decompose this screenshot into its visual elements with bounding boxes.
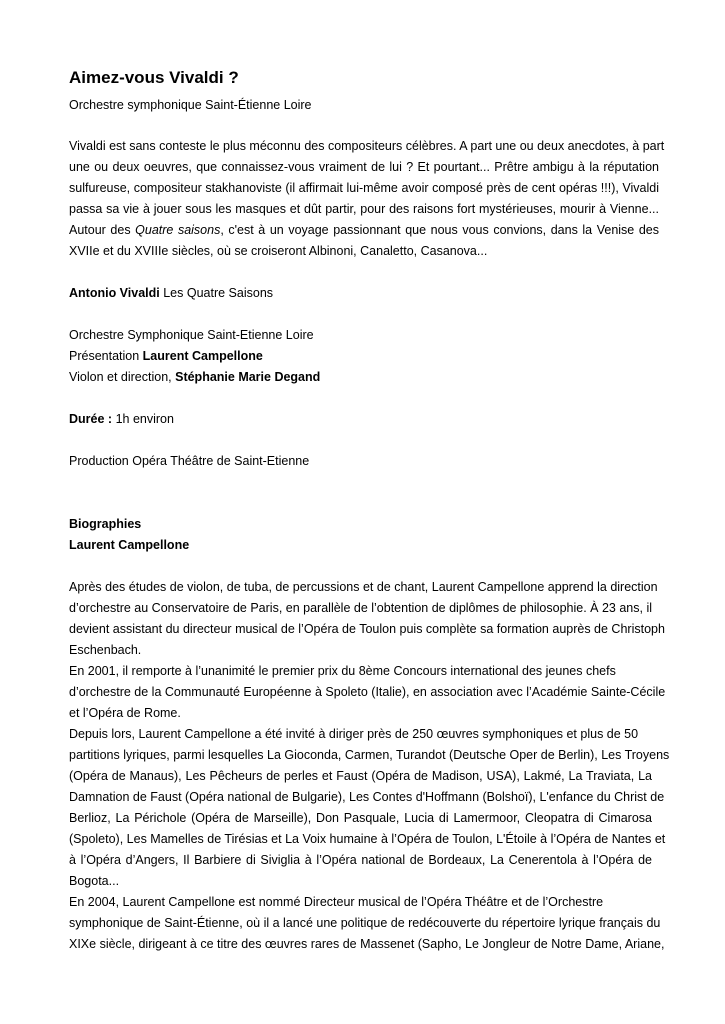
- intro-line: sulfureuse, compositeur stakhanoviste (il affirmait lui-même avoir composé près de cent opéras !!!), Vivaldi: [69, 181, 659, 195]
- production: [69, 451, 309, 472]
- biographies-header: [69, 514, 189, 556]
- bio-line: Eschenbach.: [69, 643, 142, 657]
- presentation-name: Laurent Campellone: [142, 349, 263, 363]
- bio-line: d’orchestre de la Communauté Européenne à Spoleto (Italie), en association avec l’Académie Sainte-Cécile: [69, 685, 666, 699]
- duration: [69, 409, 174, 430]
- violin-credit: [69, 367, 320, 388]
- intro-line: Vivaldi est sans conteste le plus méconnu des compositeurs célèbres. A part une ou deux anecdotes, à part: [69, 139, 665, 153]
- bio-line: (Opéra de Manaus), Les Pêcheurs de perles et Faust (Opéra de Madison, USA), Lakmé, La Traviata, La: [69, 769, 652, 783]
- intro-text: , c'est à un voyage passionnant que nous vous convions, dans la Venise des: [220, 223, 659, 237]
- bio-line: En 2001, il remporte à l’unanimité le premier prix du 8ème Concours international des jeunes chefs: [69, 664, 616, 678]
- biography-name: Laurent Campellone: [69, 538, 190, 552]
- presentation-credit: [69, 346, 320, 367]
- intro-line: [69, 220, 659, 241]
- biography-text: [69, 577, 670, 955]
- bio-line: (Spoleto), Les Mamelles de Tirésias et La Voix humaine à l’Opéra de Toulon, L'Étoile à l’Opéra de Nantes et: [69, 832, 666, 846]
- bio-line: d’orchestre au Conservatoire de Paris, en parallèle de l’obtention de diplômes de philosophie. À 23 ans, il: [69, 601, 652, 615]
- presentation-label: Présentation: [69, 349, 140, 363]
- work-title: Les Quatre Saisons: [163, 286, 274, 300]
- bio-line: Bogota...: [69, 874, 120, 888]
- intro-text: Autour des: [69, 223, 136, 237]
- duration-label: Durée :: [69, 412, 113, 426]
- bio-line: devient assistant du directeur musical de l’Opéra de Toulon puis complète sa formation auprès de Christoph: [69, 622, 665, 636]
- page-subtitle: Orchestre symphonique Saint-Étienne Loire: [69, 98, 312, 112]
- intro-line: XVIIe et du XVIIIe siècles, où se croiseront Albinoni, Canaletto, Casanova...: [69, 244, 488, 258]
- production-text: Production Opéra Théâtre de Saint-Etienne: [69, 454, 310, 468]
- bio-line: partitions lyriques, parmi lesquelles La Gioconda, Carmen, Turandot (Deutsche Oper de Berlin), Les Troyens: [69, 748, 670, 762]
- composer-name: Antonio Vivaldi: [69, 286, 160, 300]
- bio-line: et l’Opéra de Rome.: [69, 706, 181, 720]
- intro-paragraph: [69, 136, 665, 262]
- bio-line: symphonique de Saint-Étienne, où il a lancé une politique de redécouverte du répertoire lyrique français du: [69, 916, 661, 930]
- page-title: Aimez-vous Vivaldi ?: [69, 68, 239, 87]
- bio-line: Depuis lors, Laurent Campellone a été invité à diriger près de 250 œuvres symphoniques et plus de 50: [69, 727, 639, 741]
- credits: [69, 325, 320, 388]
- work-title-italic: Quatre saisons: [135, 223, 221, 237]
- bio-line: Damnation de Faust (Opéra national de Bulgarie), Les Contes d'Hoffmann (Bolshoï), L'enfance du Christ de: [69, 790, 665, 804]
- intro-line: passa sa vie à jouer sous les masques et dût partir, pour des raisons fort mystérieuses, mourir à Vienne...: [69, 202, 659, 216]
- bio-line: XIXe siècle, dirigeant à ce titre des œuvres rares de Massenet (Sapho, Le Jongleur de Notre Dame, Ariane,: [69, 937, 665, 951]
- orchestra-name: Orchestre Symphonique Saint-Etienne Loire: [69, 328, 314, 342]
- program-line: [69, 283, 273, 304]
- intro-line: une ou deux oeuvres, que connaissez-vous vraiment de lui ? Et pourtant... Prêtre ambigu à la réputation: [69, 160, 659, 174]
- bio-line: à l’Opéra d’Angers, Il Barbiere di Siviglia à l’Opéra national de Bordeaux, La Cenerentola à l’Opéra de: [69, 853, 652, 867]
- bio-line: Berlioz, La Périchole (Opéra de Marseille), Don Pasquale, Lucia di Lamermoor, Cleopatra di Cimarosa: [69, 811, 652, 825]
- bio-line: En 2004, Laurent Campellone est nommé Directeur musical de l’Opéra Théâtre et de l’Orchestre: [69, 895, 604, 909]
- violin-name: Stéphanie Marie Degand: [175, 370, 321, 384]
- duration-value: 1h environ: [115, 412, 174, 426]
- bio-line: Après des études de violon, de tuba, de percussions et de chant, Laurent Campellone apprend la direction: [69, 580, 658, 594]
- biographies-heading: Biographies: [69, 517, 142, 531]
- violin-label: Violon et direction,: [69, 370, 172, 384]
